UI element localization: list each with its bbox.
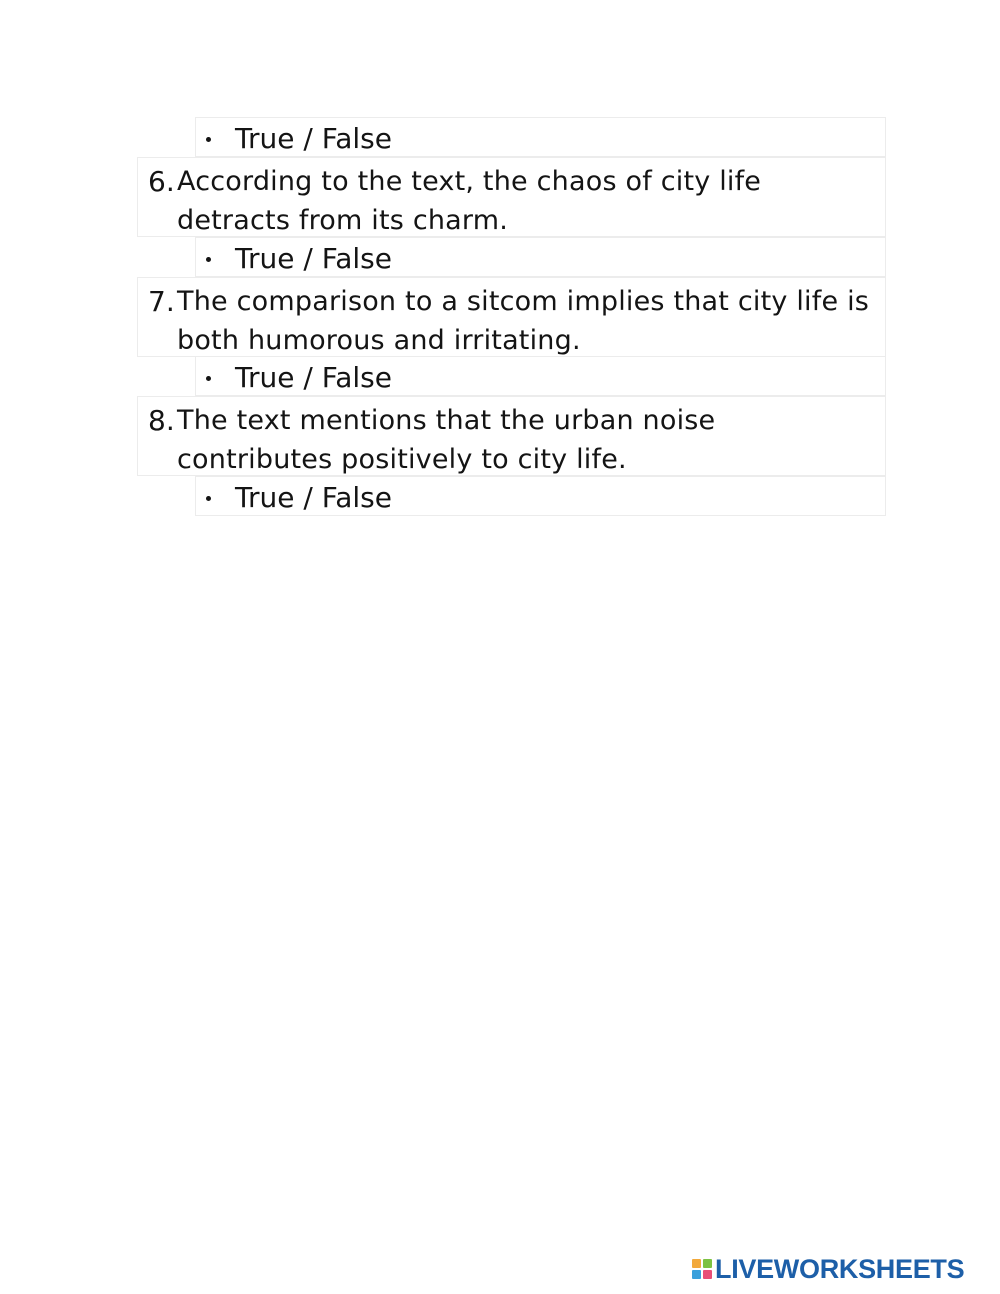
logo-mark-icon — [692, 1259, 712, 1279]
logo-mark-square — [703, 1270, 712, 1279]
question-text: The comparison to a sitcom implies that city life is both humorous and irritating. — [177, 286, 870, 356]
answer-option-row — [195, 237, 886, 277]
answer-option-text: True / False — [235, 242, 392, 275]
question-row — [137, 277, 886, 357]
question-number: 8. — [148, 404, 175, 437]
answer-option-text: True / False — [235, 361, 392, 394]
logo-mark-square — [703, 1259, 712, 1268]
question-row — [137, 396, 886, 476]
bullet-icon — [206, 496, 211, 501]
logo-text: LIVEWORKSHEETS — [715, 1254, 965, 1284]
question-row — [137, 157, 886, 237]
answer-option-text: True / False — [235, 122, 392, 155]
logo-mark-square — [692, 1270, 701, 1279]
answer-option-row — [195, 476, 886, 516]
answer-option-row — [195, 117, 886, 157]
question-text: According to the text, the chaos of city life detracts from its charm. — [177, 166, 762, 236]
bullet-icon — [206, 137, 211, 142]
answer-option-row — [195, 356, 886, 396]
answer-option-text: True / False — [235, 481, 392, 514]
question-text: The text mentions that the urban noise contributes positively to city life. — [177, 405, 716, 475]
bullet-icon — [206, 257, 211, 262]
question-number: 7. — [148, 285, 175, 318]
bullet-icon — [206, 376, 211, 381]
question-number: 6. — [148, 165, 175, 198]
logo-mark-square — [692, 1259, 701, 1268]
liveworksheets-logo — [692, 1255, 964, 1283]
